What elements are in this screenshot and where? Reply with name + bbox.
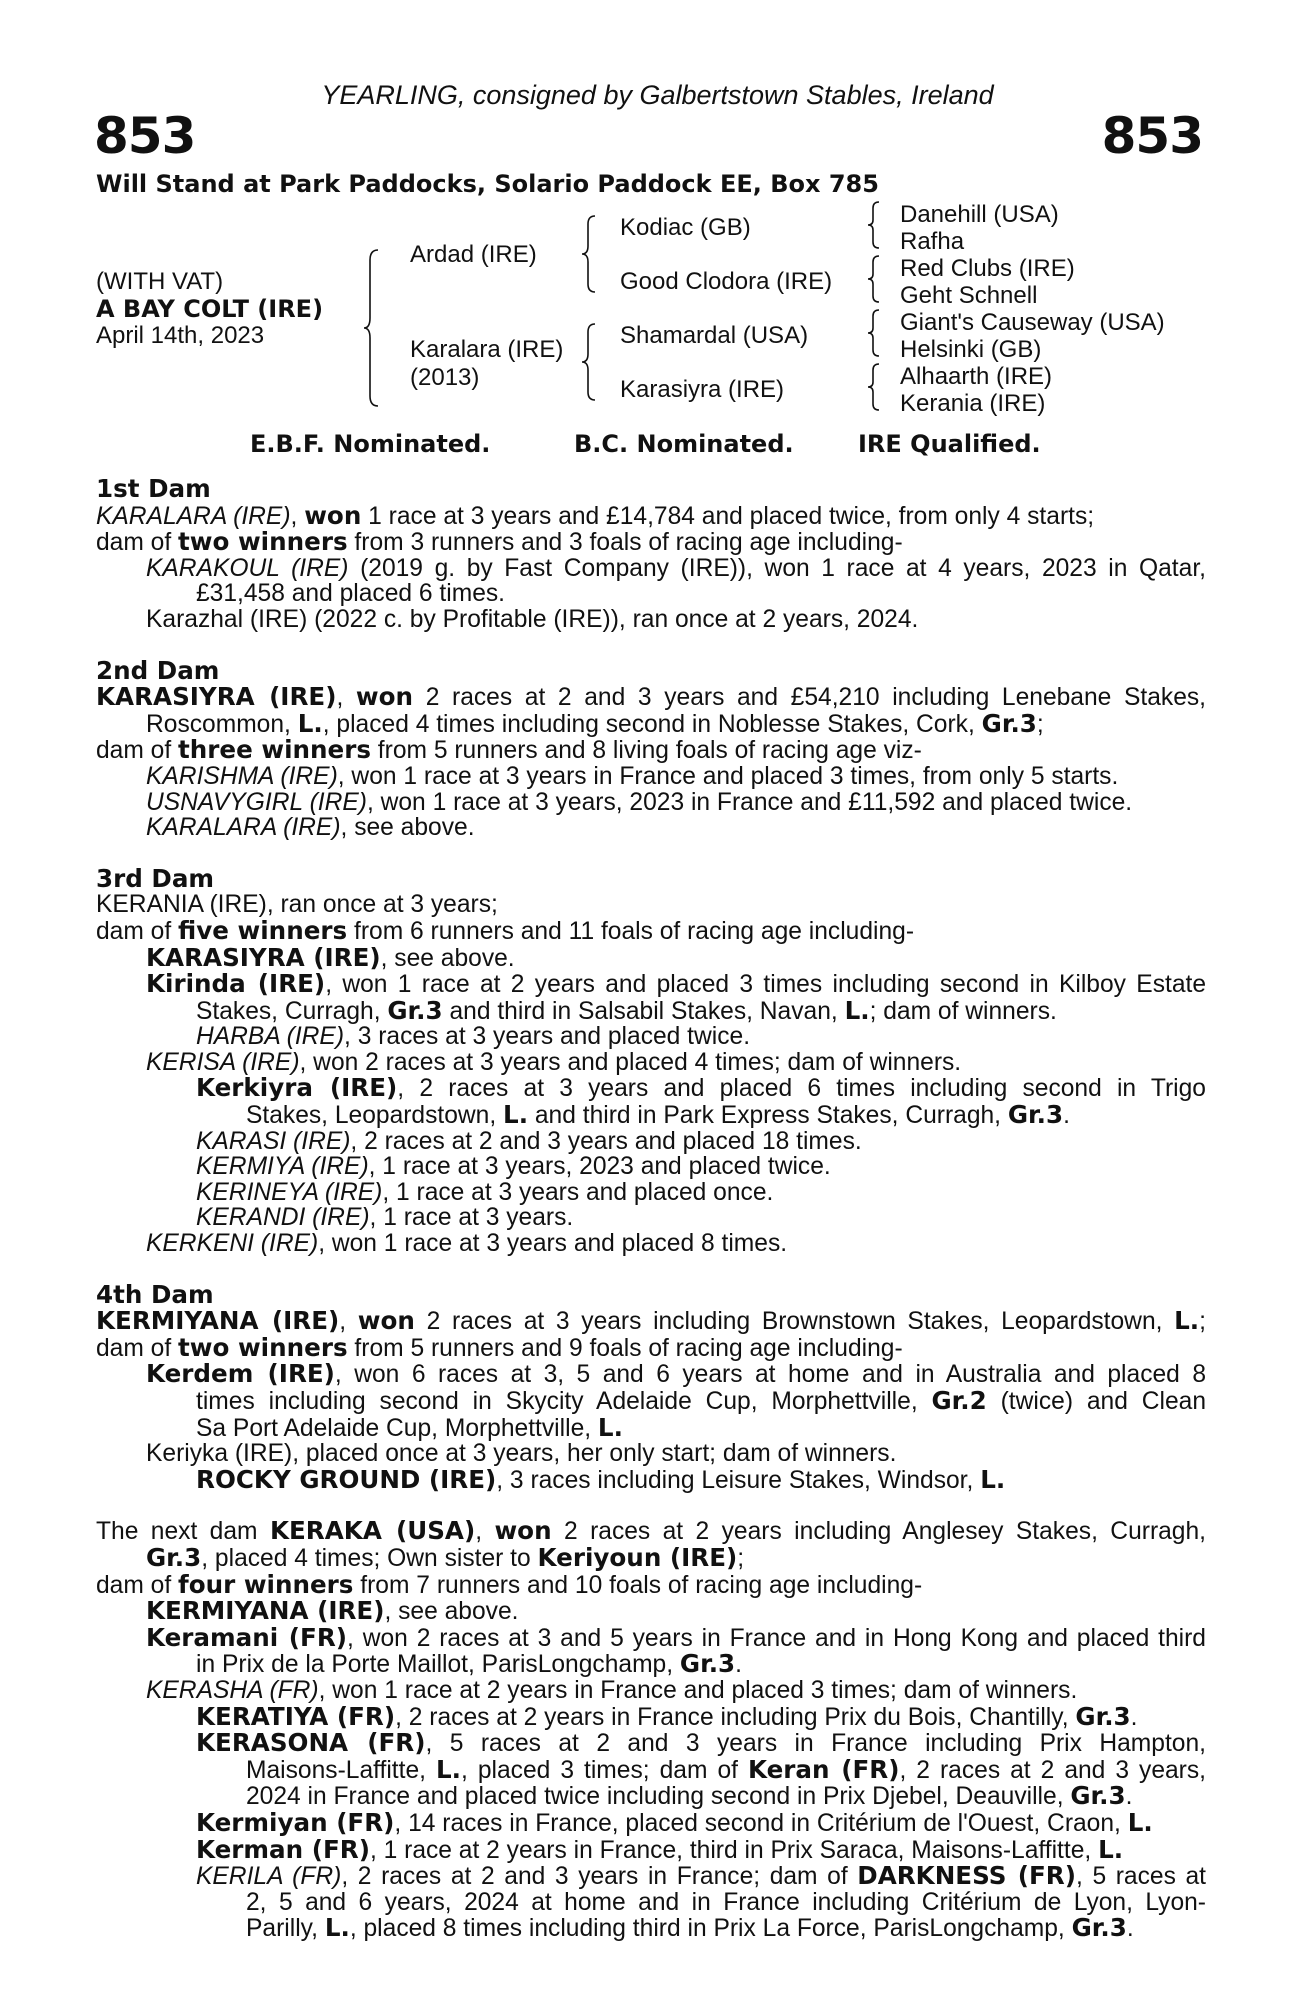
pedigree-brace-gen3-3 — [866, 308, 884, 358]
record-line — [96, 1464, 1206, 1494]
record-text: , — [290, 502, 305, 530]
record-line — [96, 1863, 1206, 1890]
record-text: L. — [297, 708, 323, 738]
record-line — [96, 1622, 1206, 1652]
record-line — [96, 581, 1206, 607]
record-text: from 5 runners and 9 foals of racing age including- — [347, 1334, 903, 1362]
record-line — [96, 915, 1206, 945]
record-line — [96, 737, 1206, 764]
record-text: times including second in Skycity Adelaide Cup, Morphettville, — [196, 1388, 932, 1415]
record-text: KARISHMA (IRE) — [146, 762, 338, 790]
produce-record — [96, 476, 1206, 1942]
record-text: two winners — [178, 527, 348, 557]
record-text: KERKENI (IRE) — [146, 1230, 319, 1258]
record-line — [96, 942, 1206, 972]
record-line — [96, 1231, 1206, 1257]
record-text: . — [735, 1651, 743, 1679]
pedigree-gen3-1: Danehill (USA) — [900, 201, 1059, 228]
record-text: Kerman (FR) — [196, 1834, 370, 1864]
record-text: , 1 race at 3 years, 2023 and placed twice. — [368, 1153, 831, 1181]
record-line — [96, 1441, 1206, 1467]
record-text: , 14 races in France, placed second in Critérium de l'Ouest, Craon, — [394, 1809, 1128, 1837]
record-text: KERAKA (USA) — [269, 1516, 476, 1546]
record-text: Stakes, Leopardstown, — [246, 1102, 504, 1130]
record-text: Gr.3 — [1070, 1781, 1126, 1811]
record-text: Gr.3 — [981, 708, 1037, 738]
pedigree-dam-dam: Karasiyra (IRE) — [620, 376, 785, 403]
record-text: Gr.3 — [1075, 1701, 1131, 1731]
record-text: , — [336, 684, 356, 712]
record-line — [96, 1075, 1206, 1102]
record-text: Sa Port Adelaide Cup, Morphettville, — [196, 1414, 598, 1442]
record-text: four winners — [178, 1569, 354, 1599]
record-text: Kermiyan (FR) — [196, 1807, 395, 1837]
record-text: from 6 runners and 11 foals of racing age including- — [347, 917, 915, 945]
pedigree-brace-gen3-1 — [866, 200, 884, 250]
pedigree-gen3-6: Helsinki (GB) — [900, 336, 1042, 363]
consignment-line: YEARLING, consigned by Galbertstown Stables, Ireland — [321, 80, 994, 110]
record-text: , see above. — [340, 814, 475, 842]
record-line — [96, 1388, 1206, 1415]
record-text: 2 races at 3 years including Brownstown Stakes, Leopardstown, — [414, 1308, 1175, 1336]
record-text: , 5 races at — [1076, 1863, 1206, 1891]
record-text: 2 races at 2 years including Anglesey Stakes, Curragh, — [551, 1518, 1206, 1546]
record-text: dam of — [96, 1334, 179, 1362]
record-text: KERINEYA (IRE) — [196, 1178, 383, 1206]
record-text: , 3 races including Leisure Stakes, Windsor, — [496, 1466, 981, 1494]
record-text: KERILA (FR) — [196, 1863, 342, 1891]
record-text: ; dam of winners. — [869, 997, 1057, 1025]
pedigree-brace-gen3-4 — [866, 362, 884, 412]
record-text: Gr.3 — [387, 995, 443, 1025]
pedigree-dam: Karalara (IRE) — [410, 336, 564, 363]
record-line — [96, 1361, 1206, 1388]
record-text: ; — [1199, 1308, 1206, 1336]
record-text: Gr.2 — [931, 1386, 987, 1415]
pedigree-dam-year: (2013) — [410, 364, 480, 391]
pedigree-gen3-8: Kerania (IRE) — [900, 390, 1046, 417]
record-line — [96, 971, 1206, 998]
record-line — [96, 1180, 1206, 1206]
record-text: , 2 races at 3 years and placed 6 times including second in Trigo — [397, 1075, 1206, 1103]
record-text: Gr.3 — [679, 1649, 736, 1679]
foaling-date: April 14th, 2023 — [96, 322, 265, 349]
record-text: 1 race at 3 years and £14,784 and placed twice, from only 4 starts; — [361, 502, 1095, 530]
record-text: L. — [597, 1412, 623, 1442]
section-heading: 4th Dam — [96, 1279, 214, 1309]
record-line — [96, 500, 1206, 530]
record-line — [96, 1102, 1206, 1129]
record-text: 2024 in France and placed twice including second in Prix Djebel, Deauville, — [246, 1783, 1071, 1811]
bc-nomination: B.C. Nominated. — [574, 430, 794, 458]
record-text: Keran (FR) — [747, 1754, 900, 1784]
record-text: (twice) and Clean — [986, 1388, 1207, 1415]
record-text: KERMIYANA (IRE) — [146, 1596, 385, 1626]
record-text: (2019 g. by Fast Company (IRE)), won 1 race at 4 years, 2023 in Qatar, — [348, 554, 1206, 582]
record-text: and third in Salsabil Stakes, Navan, — [442, 997, 845, 1025]
record-text: in Prix de la Porte Maillot, ParisLongchamp, — [196, 1651, 680, 1679]
record-text: Parilly, — [246, 1915, 325, 1943]
record-text: Maisons-Laffitte, — [246, 1756, 436, 1784]
record-line — [96, 529, 1206, 556]
record-text: L. — [844, 995, 870, 1025]
record-text: , won 1 race at 3 years and placed 8 times. — [318, 1230, 788, 1258]
record-text: Stakes, Curragh, — [196, 997, 388, 1025]
record-text: 2, 5 and 6 years, 2024 at home and in France including Critérium de Lyon, Lyon- — [246, 1888, 1206, 1916]
record-line — [96, 655, 1206, 685]
pedigree-dam-sire: Shamardal (USA) — [620, 322, 809, 349]
pedigree-sire-dam: Good Clodora (IRE) — [620, 268, 833, 295]
pedigree-gen3-2: Rafha — [900, 228, 965, 255]
record-line — [96, 1807, 1206, 1837]
pedigree-brace-gen1 — [362, 248, 384, 408]
pedigree-gen3-4: Geht Schnell — [900, 282, 1038, 309]
record-line — [96, 790, 1206, 816]
record-line — [96, 1915, 1206, 1942]
record-line — [96, 1678, 1206, 1704]
pedigree-gen3-3: Red Clubs (IRE) — [900, 255, 1075, 282]
record-text: , won 1 race at 3 years in France and placed 3 times, from only 5 starts. — [337, 762, 1119, 790]
record-text: , won 1 race at 2 years and placed 3 times including second in Kilboy Estate — [325, 971, 1207, 999]
record-line — [96, 1050, 1206, 1076]
record-text: L. — [324, 1913, 350, 1943]
record-text: DARKNESS (FR) — [857, 1861, 1076, 1891]
record-text: 2 races at 2 and 3 years and £54,210 including Lenebane Stakes, — [413, 684, 1206, 712]
record-text: , won 2 races at 3 years and placed 4 times; dam of winners. — [299, 1048, 962, 1076]
record-line — [96, 684, 1206, 711]
pedigree-sire: Ardad (IRE) — [410, 241, 537, 268]
record-text: from 3 runners and 3 foals of racing age including- — [347, 529, 903, 557]
record-line — [96, 1279, 1206, 1309]
vat-label: (WITH VAT) — [96, 268, 224, 295]
record-text: KARASI (IRE) — [196, 1127, 351, 1155]
record-text: The next dam — [96, 1518, 270, 1546]
record-text: five winners — [178, 915, 348, 945]
record-line — [96, 708, 1206, 738]
record-line — [96, 1205, 1206, 1231]
record-line — [96, 1024, 1206, 1050]
record-line — [96, 1890, 1206, 1916]
pedigree-brace-gen3-2 — [866, 254, 884, 304]
record-text: , — [339, 1308, 358, 1336]
record-text: KERISA (IRE) — [146, 1048, 300, 1076]
record-text: . — [1063, 1102, 1070, 1130]
record-text: and third in Park Express Stakes, Curragh, — [528, 1102, 1008, 1130]
record-line — [96, 1730, 1206, 1757]
record-text: KARASIYRA (IRE) — [146, 942, 381, 972]
section-heading: 1st Dam — [96, 474, 211, 503]
record-text: KERANDI (IRE) — [196, 1204, 370, 1232]
pedigree-sire-sire: Kodiac (GB) — [620, 214, 751, 241]
record-line — [96, 1701, 1206, 1731]
ebf-nomination: E.B.F. Nominated. — [250, 430, 491, 458]
record-text: Kerdem (IRE) — [146, 1359, 335, 1389]
record-text: ; — [737, 1544, 745, 1572]
record-text: , 1 race at 3 years and placed once. — [382, 1178, 774, 1206]
record-text: from 5 runners and 8 living foals of racing age viz- — [370, 737, 922, 765]
record-text: , 3 races at 3 years and placed twice. — [344, 1023, 751, 1051]
record-line — [96, 815, 1206, 841]
record-text: won — [494, 1516, 552, 1546]
record-line — [96, 1332, 1206, 1362]
record-text: L. — [503, 1100, 529, 1130]
record-text: , 2 races at 2 and 3 years, — [899, 1756, 1207, 1784]
record-line — [96, 1783, 1206, 1810]
record-line — [96, 1542, 1206, 1572]
record-text: USNAVYGIRL (IRE) — [146, 788, 367, 816]
record-line — [96, 1834, 1206, 1864]
ire-qualified: IRE Qualified. — [858, 430, 1041, 458]
record-line — [96, 1412, 1206, 1442]
record-text: won — [355, 682, 414, 712]
lot-number-right: 853 — [1101, 107, 1203, 165]
record-line — [96, 1651, 1206, 1678]
record-text: Kirinda (IRE) — [146, 969, 326, 999]
record-text: , placed 8 times including third in Prix La Force, ParisLongchamp, — [349, 1915, 1072, 1943]
record-text: two winners — [178, 1332, 348, 1362]
record-text: , 5 races at 2 and 3 years in France including Prix Hampton, — [425, 1730, 1206, 1758]
record-text: , 1 race at 3 years. — [369, 1204, 574, 1232]
record-text: . — [1125, 1783, 1133, 1811]
pedigree-brace-gen2-top — [580, 214, 600, 294]
record-text: , won 1 race at 3 years, 2023 in France and £11,592 and placed twice. — [366, 788, 1133, 816]
record-text: KERMIYANA (IRE) — [96, 1306, 340, 1336]
record-line — [96, 892, 1206, 918]
record-text: L. — [1098, 1834, 1124, 1864]
record-text: HARBA (IRE) — [196, 1023, 345, 1051]
record-text: dam of — [96, 529, 179, 557]
record-text: won — [357, 1306, 415, 1336]
pedigree-gen3-5: Giant's Causeway (USA) — [900, 309, 1165, 336]
record-text: , 1 race at 2 years in France, third in Prix Saraca, Maisons-Laffitte, — [369, 1836, 1099, 1864]
record-line — [96, 556, 1206, 582]
record-text: Kerkiyra (IRE) — [196, 1073, 398, 1103]
record-text: KARALARA (IRE) — [96, 502, 291, 530]
record-line — [96, 1154, 1206, 1180]
record-line — [96, 1308, 1206, 1335]
section-gap — [96, 841, 1206, 866]
record-text: , — [475, 1518, 495, 1546]
record-line — [96, 764, 1206, 790]
record-text: . — [1130, 1703, 1138, 1731]
section-gap — [96, 1257, 1206, 1282]
record-text: £31,458 and placed 6 times. — [196, 580, 506, 608]
record-line — [96, 1129, 1206, 1155]
record-text: Roscommon, — [146, 710, 298, 738]
record-text: ; — [1036, 710, 1044, 738]
section-heading: 3rd Dam — [96, 863, 215, 893]
record-text: dam of — [96, 917, 179, 945]
record-line — [96, 1569, 1206, 1599]
record-text: KERASHA (FR) — [146, 1676, 319, 1704]
record-line — [96, 1518, 1206, 1545]
record-text: , won 2 races at 3 and 5 years in France and in Hong Kong and placed third — [347, 1624, 1206, 1652]
pedigree-brace-gen2-bottom — [580, 322, 600, 402]
record-text: , 2 races at 2 and 3 years in France; dam of — [341, 1863, 858, 1891]
lot-number-left: 853 — [94, 107, 196, 165]
record-text: Keriyka (IRE), placed once at 3 years, her only start; dam of winners. — [146, 1440, 897, 1468]
section-heading: 2nd Dam — [96, 655, 220, 685]
record-text: from 7 runners and 10 foals of racing age including- — [353, 1571, 923, 1599]
record-line — [96, 995, 1206, 1025]
record-text: Keramani (FR) — [146, 1622, 348, 1652]
record-text: Gr.3 — [1071, 1913, 1127, 1943]
pedigree-gen3-7: Alhaarth (IRE) — [900, 363, 1053, 390]
horse-name: A BAY COLT (IRE) — [96, 295, 324, 323]
record-text: , placed 3 times; dam of — [461, 1756, 748, 1784]
record-text: dam of — [96, 737, 179, 765]
record-text: L. — [1127, 1807, 1153, 1837]
record-text: Gr.3 — [146, 1542, 202, 1572]
record-text: dam of — [96, 1571, 179, 1599]
record-text: , 2 races at 2 and 3 years and placed 18 times. — [350, 1127, 862, 1155]
record-text: KARALARA (IRE) — [146, 814, 341, 842]
record-text: . — [1126, 1915, 1134, 1943]
record-text: Keriyoun (IRE) — [537, 1542, 738, 1572]
record-text: KARASIYRA (IRE) — [96, 682, 337, 712]
record-text: L. — [980, 1464, 1006, 1494]
section-gap — [96, 1493, 1206, 1518]
record-text: L. — [436, 1754, 462, 1784]
record-text: ROCKY GROUND (IRE) — [196, 1464, 497, 1494]
record-text: KARAKOUL (IRE) — [146, 554, 349, 582]
record-line — [96, 1754, 1207, 1784]
record-text: KERANIA (IRE), ran once at 3 years; — [96, 891, 498, 919]
record-text: , won 6 races at 3, 5 and 6 years at home and in Australia and placed 8 — [334, 1361, 1206, 1389]
record-text: won — [304, 500, 362, 530]
record-text: , placed 4 times including second in Noblesse Stakes, Cork, — [322, 710, 982, 738]
record-line — [96, 476, 1206, 503]
record-line — [96, 863, 1206, 893]
record-line — [96, 607, 1206, 633]
record-text: KERATIYA (FR) — [196, 1701, 396, 1731]
section-gap — [96, 633, 1206, 658]
record-text: three winners — [178, 735, 371, 765]
record-text: , see above. — [380, 944, 515, 972]
record-text: Gr.3 — [1007, 1100, 1064, 1130]
record-text: Karazhal (IRE) (2022 c. by Profitable (IRE)), ran once at 2 years, 2024. — [146, 605, 919, 633]
record-text: , won 1 race at 2 years in France and placed 3 times; dam of winners. — [318, 1676, 1078, 1704]
record-text: , see above. — [384, 1598, 519, 1626]
record-text: , placed 4 times; Own sister to — [201, 1544, 538, 1572]
record-text: L. — [1174, 1306, 1200, 1336]
record-text: , 2 races at 2 years in France including Prix du Bois, Chantilly, — [395, 1703, 1076, 1731]
record-text: KERASONA (FR) — [196, 1728, 426, 1758]
record-line — [96, 1598, 1206, 1625]
record-text: KERMIYA (IRE) — [196, 1153, 369, 1181]
stand-location: Will Stand at Park Paddocks, Solario Paddock EE, Box 785 — [96, 170, 879, 198]
